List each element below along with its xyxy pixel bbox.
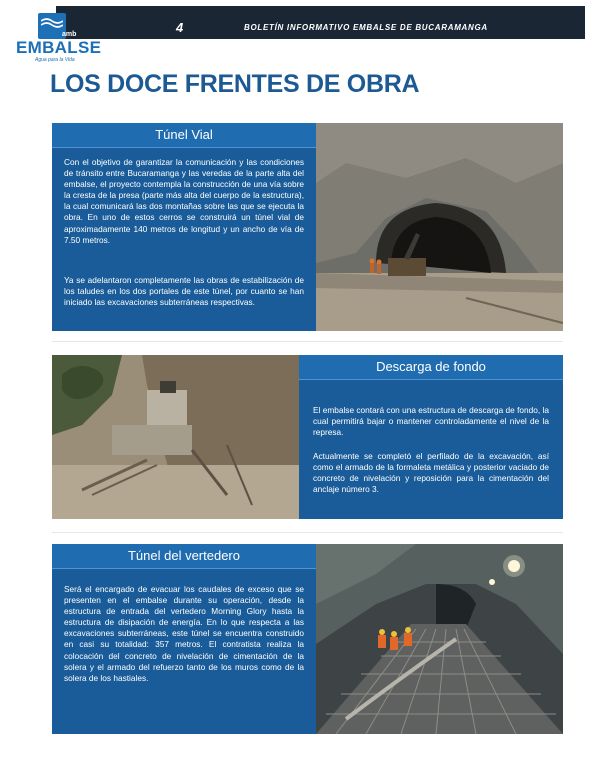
bulletin-title: BOLETÍN INFORMATIVO EMBALSE DE BUCARAMANGA [244, 23, 488, 32]
tunnel-portal-photo [316, 123, 563, 331]
section-paragraph: El embalse contará con una estructura de descarga de fondo, la cual permitirá bajar o mantener controladamente el nivel de la represa. [313, 405, 549, 438]
section-heading: Túnel del vertedero [52, 544, 316, 569]
section-heading: Descarga de fondo [299, 355, 563, 380]
logo-tagline: Agua para la Vida [35, 57, 75, 63]
amb-badge [38, 13, 77, 39]
section-divider [52, 341, 563, 342]
section-heading: Túnel Vial [52, 123, 316, 148]
section-paragraph: Ya se adelantaron completamente las obras de estabilización de los taludes en los dos portales de este túnel, por cuanto se han iniciado las excavaciones subterráneas respectivas. [64, 275, 304, 308]
section-tunel-del-vertedero [52, 544, 316, 734]
section-paragraph: Actualmente se completó el perfilado de la excavación, así como el armado de la formaleta metálica y posterior vaciado de concreto de nivelación y reposición para la cimentación del anclaje número 3. [313, 451, 549, 495]
page-title: LOS DOCE FRENTES DE OBRA [50, 70, 420, 98]
bottom-outlet-photo [52, 355, 299, 519]
logo-name: EMBALSE [16, 38, 102, 57]
section-descarga-de-fondo [299, 355, 563, 519]
spillway-tunnel-photo [316, 544, 563, 734]
logo-abbr: amb [62, 31, 77, 38]
page-number: 4 [176, 20, 184, 35]
section-divider [52, 532, 563, 533]
header-bar [56, 6, 585, 39]
section-paragraph: Con el objetivo de garantizar la comunicación y las condiciones de tránsito entre Bucaramanga y las veredas de la parte alta del embalse, el proyecto contempla la construcción de una vía sobre la cresta de la presa (parte más alta del cuerpo de la estructura), la cual comunicará las dos montañas sobre las que se ejecuta la obra. En uno de estos cerros se construirá un túnel vial de aproximadamente 140 metros de longitud y un ancho de vía de 7.50 metros. [64, 157, 304, 245]
water-wave-icon [41, 17, 63, 28]
embalse-logo [16, 10, 102, 66]
section-tunel-vial [52, 123, 316, 331]
section-paragraph: Será el encargado de evacuar los caudales de exceso que se presenten en el embalse durante su operación, desde la estructura de entrada del vertedero Morning Glory hasta la estructura de disipación de energía. En lo que respecta a las excavaciones subterráneas, este túnel se encuentra construido en casi su totalidad: 357 metros. El contratista realiza la colocación del concreto de nivelación de cimentación de la solera y el armado del refuerzo tanto de los muros como de la solera de los hastiales. [64, 584, 304, 683]
